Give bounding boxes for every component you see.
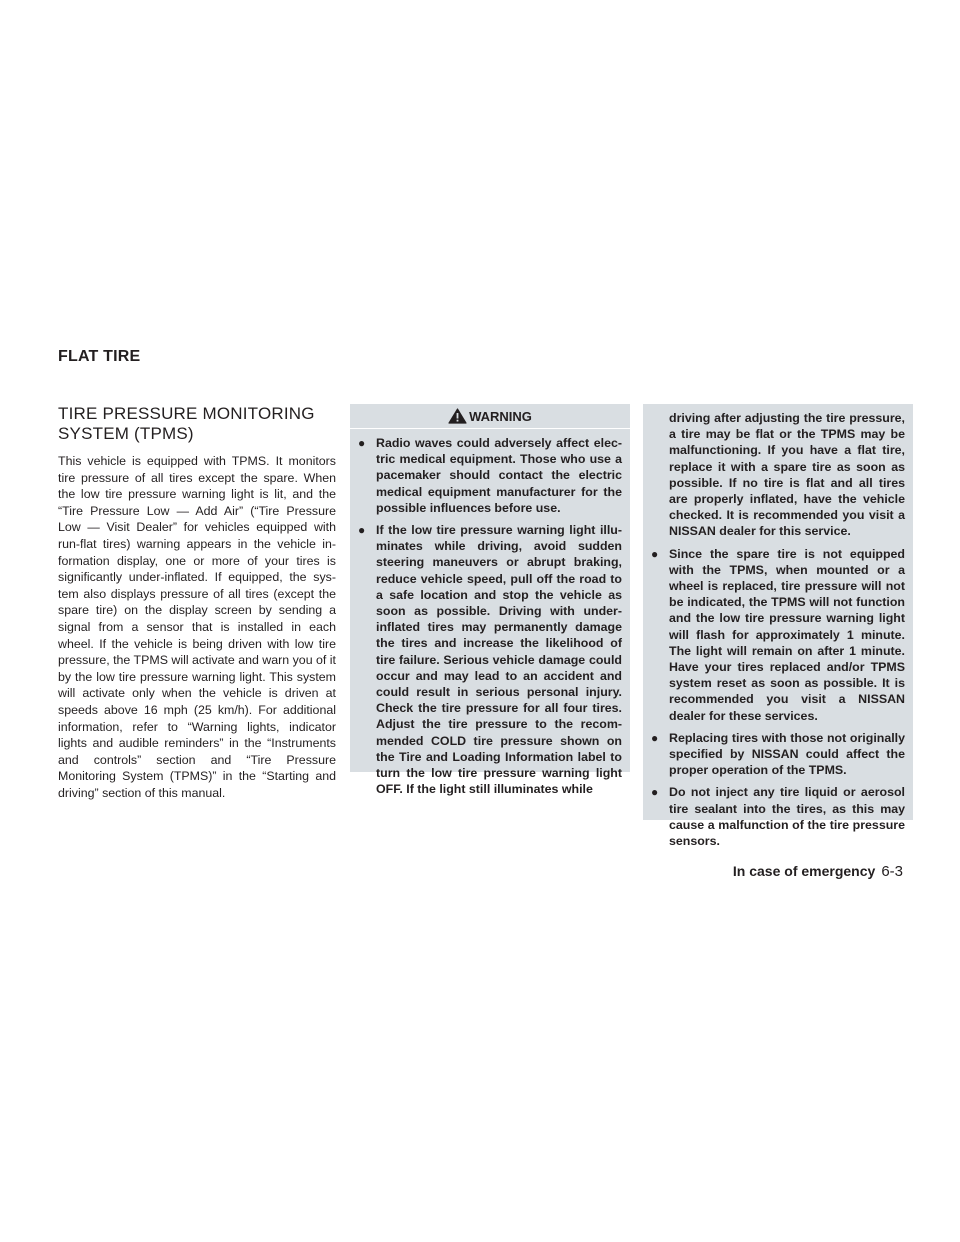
section-title: FLAT TIRE: [58, 348, 141, 365]
warning-triangle-icon: [448, 408, 467, 424]
subheading: TIRE PRESSURE MONITORING SYSTEM (TPMS): [58, 404, 315, 443]
page-number: 6-3: [881, 863, 903, 880]
tpms-column: [58, 404, 336, 801]
warning-item: ● Radio waves could adversely affect electric medical equipment. Those who use a pacemaker should contact the electric medical equipment manufacturer for the possible influences before use.: [358, 436, 622, 515]
footer-section-name: In case of emergency: [732, 863, 876, 879]
warning-continuation: driving after adjusting the tire pressure, a tire may be flat or the TPMS may be malfunctioning. If you have a flat tire, replace it with a spare tire as soon as possible. If no tire is flat and all tires are properly inflated, have the vehicle checked. It is recommended you visit a NISSAN dealer for this service.: [669, 411, 905, 539]
warning-list-continued: [651, 546, 905, 850]
body-paragraph: This vehicle is equipped with TPMS. It monitors tire pressure of all tires except the spare. When the low tire pressure warning light is lit, and the “Tire Pressure Low — Add Air” (“Tire Pressure Low — Visit Dealer” for vehicles equipped with run-flat tires) warning appears in the vehicle information display, one or more of your tires is significantly under-inflated. If equipped, the system also displays pressure of all tires (except the spare tire) on the display screen by sending a signal from a sensor that is installed in each wheel. If the vehicle is being driven with low tire pressure, the TPMS will activate and warn you of it by the low tire pressure warning light. This system will activate only when the vehicle is driven at speeds above 16 mph (25 km/h). For additional information, refer to “Warning lights, indicator lights and audible reminders” in the “Instruments and controls” section and “Tire Pressure Monitoring System (TPMS)” in the “Starting and driving” section of this manual.: [58, 454, 336, 800]
warning-item: ● If the low tire pressure warning light illuminates while driving, avoid sudden steering maneuvers or abrupt braking, reduce vehicle speed, pull off the road to a safe location and stop the vehicle as soon as possible. Driving with under-inflated tires may permanently damage the tires and increase the likelihood of tire failure. Serious vehicle damage could occur and may lead to an accident and could result in serious personal injury. Check the tire pressure for all four tires. Adjust the tire pressure to the recommended COLD tire pressure shown on the Tire and Loading Information label to turn the low tire pressure warning light OFF. If the light still illuminates while: [358, 523, 622, 797]
page-footer: [733, 863, 903, 880]
warning-item: ● Since the spare tire is not equipped with the TPMS, when mounted or a wheel is replaced, tire pressure will not be indicated, the TPMS will not function and the low tire pressure warning light will flash for approximately 1 minute. The light will remain on after 1 minute. Have your tires replaced and/or TPMS system reset as soon as possible. It is recommended you visit a NISSAN dealer for these services.: [651, 546, 905, 723]
warning-box: [350, 404, 630, 797]
bullet-icon: ●: [651, 546, 659, 561]
warning-header: [350, 404, 630, 429]
warning-item: ● Do not inject any tire liquid or aerosol tire sealant into the tires, as this may cause a malfunction of the tire pressure sensors.: [651, 785, 905, 849]
warning-title: WARNING: [469, 408, 532, 424]
bullet-icon: ●: [358, 436, 366, 450]
warning-item: ● Replacing tires with those not originally specified by NISSAN could affect the proper operation of the TPMS.: [651, 730, 905, 778]
warning-box-continued: [643, 404, 913, 849]
bullet-icon: ●: [651, 785, 659, 800]
warning-list: [358, 435, 622, 797]
bullet-icon: ●: [651, 730, 659, 745]
bullet-icon: ●: [358, 523, 366, 538]
